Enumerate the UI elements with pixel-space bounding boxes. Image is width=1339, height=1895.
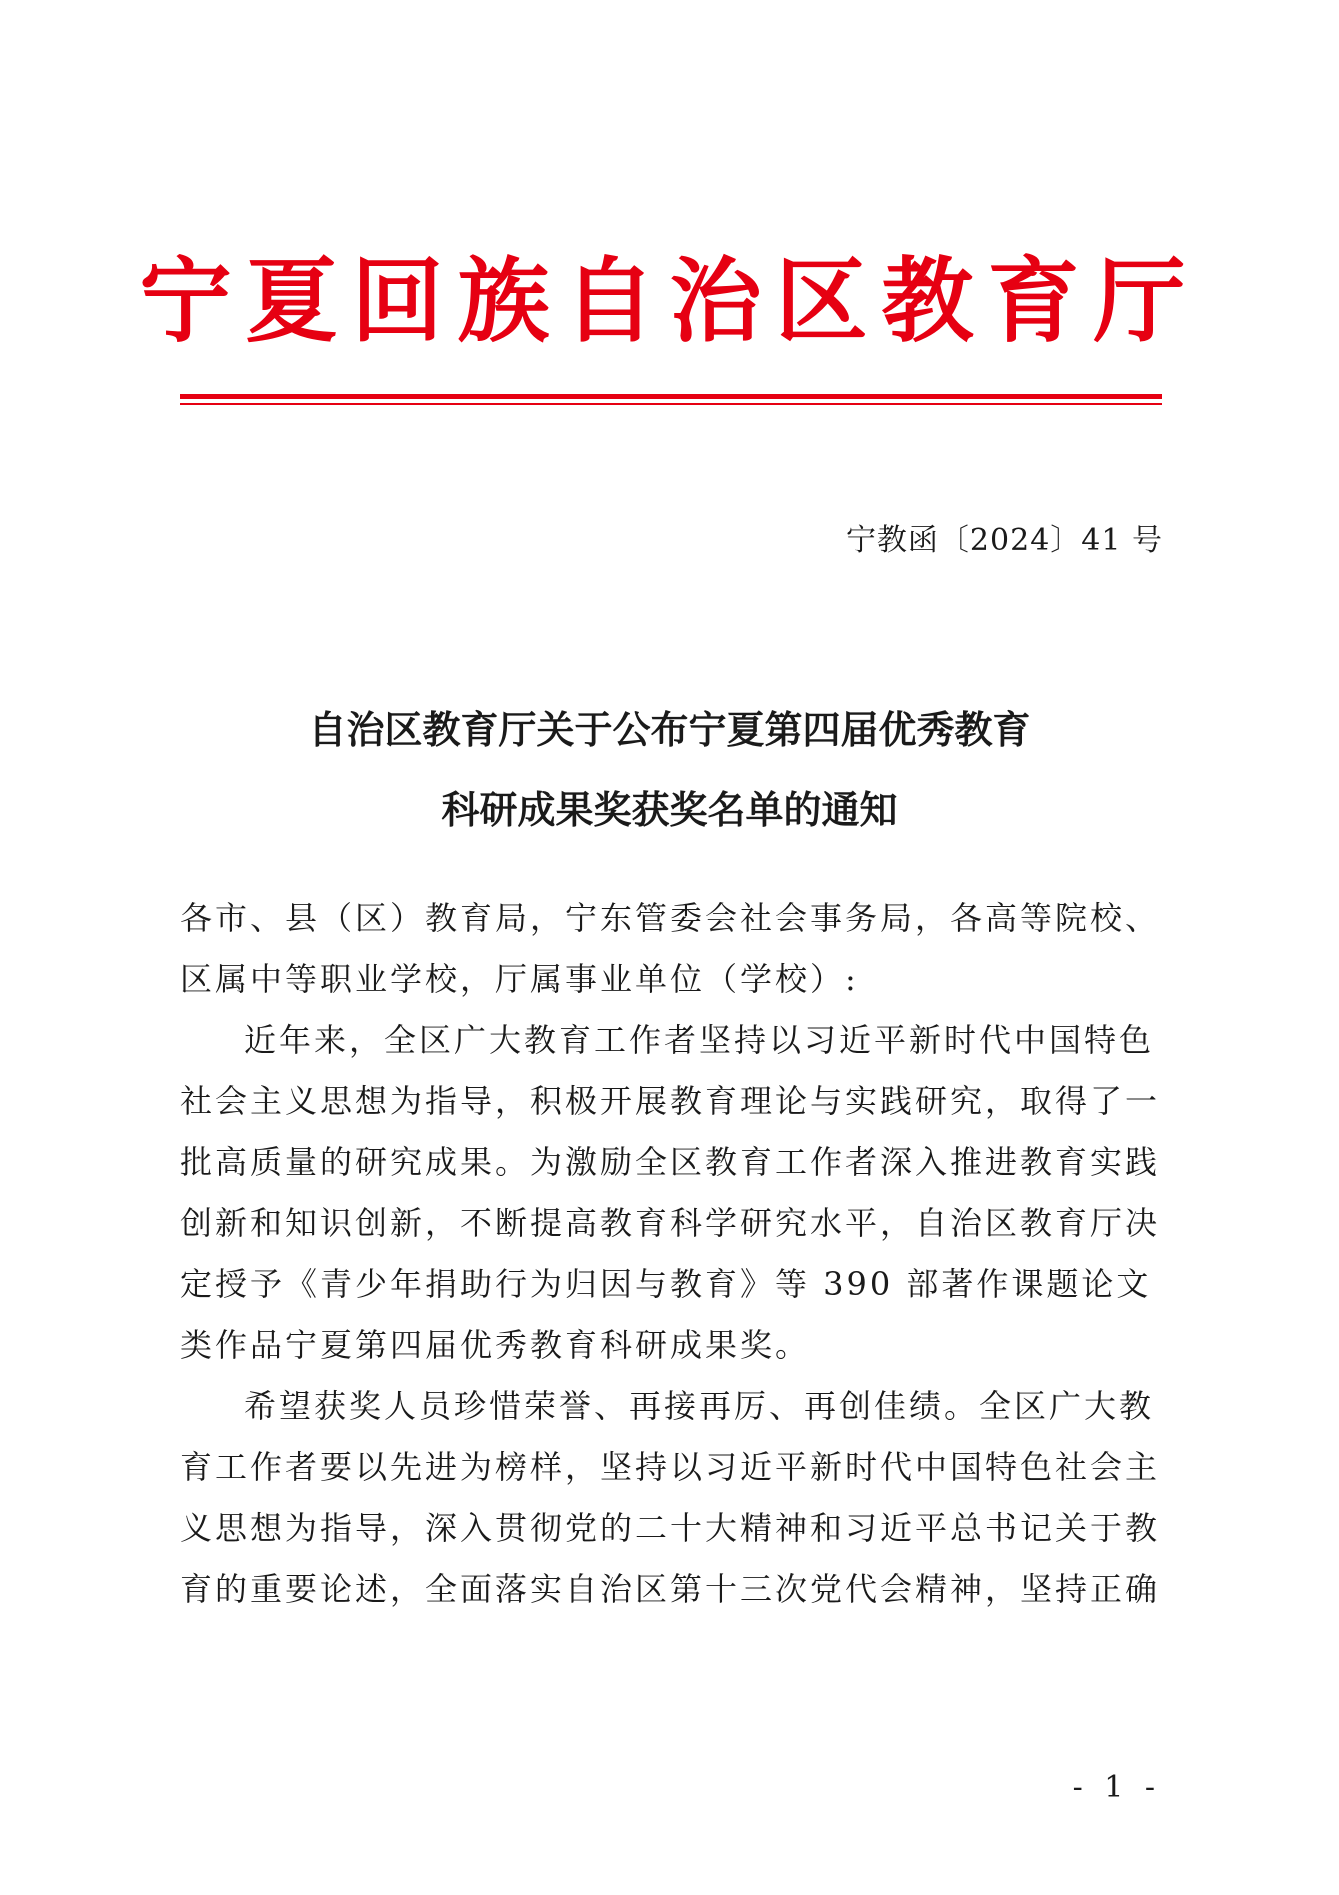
document-body	[180, 888, 1166, 1620]
body-paragraph-1: 近年来，全区广大教育工作者坚持以习近平新时代中国特色社会主义思想为指导，积极开展教育理论与实践研究，取得了一批高质量的研究成果。为激励全区教育工作者深入推进教育实践创新和知识创新，不断提高教育科学研究水平，自治区教育厅决定授予《青少年捐助行为归因与教育》等 390 部著作课题论文类作品宁夏第四届优秀教育科研成果奖。	[180, 1021, 1161, 1364]
letterhead-red-rule-thick	[180, 394, 1162, 399]
document-title-line-1: 自治区教育厅关于公布宁夏第四届优秀教育	[308, 707, 1031, 752]
document-title-line-2: 科研成果奖获奖名单的通知	[441, 787, 898, 832]
letterhead-red-rule-thin	[180, 403, 1162, 405]
body-paragraph-2: 希望获奖人员珍惜荣誉、再接再厉、再创佳绩。全区广大教育工作者要以先进为榜样，坚持以习近平新时代中国特色社会主义思想为指导，深入贯彻党的二十大精神和习近平总书记关于教育的重要论述，全面落实自治区第十三次党代会精神，坚持正确	[180, 1387, 1161, 1608]
letterhead-title: 宁夏回族自治区教育厅	[139, 247, 1200, 355]
salutation: 各市、县（区）教育局，宁东管委会社会事务局，各高等院校、区属中等职业学校，厅属事业单位（学校）:	[180, 899, 1161, 998]
document-number: 宁教函〔2024〕41 号	[845, 523, 1163, 558]
page-number: - 1 -	[1072, 1770, 1161, 1805]
document-title	[0, 690, 1339, 850]
